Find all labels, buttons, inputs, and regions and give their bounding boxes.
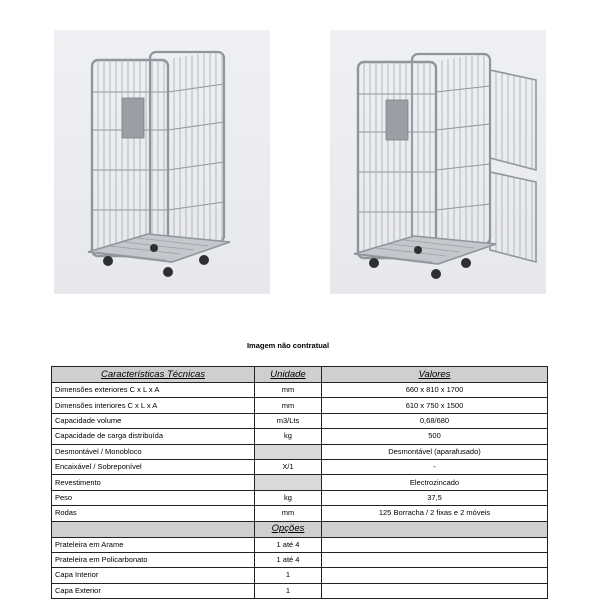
table-row (52, 475, 548, 490)
option-label: Capa Interior (52, 568, 255, 583)
header-unit: Unidade (255, 367, 322, 383)
row-unit: mm (255, 383, 322, 398)
row-value: 125 Borracha / 2 fixas e 2 móveis (322, 506, 548, 521)
row-unit: kg (255, 490, 322, 505)
row-unit: kg (255, 429, 322, 444)
option-value: 1 (255, 583, 322, 598)
row-label: Capacidade de carga distribuída (52, 429, 255, 444)
row-unit: m3/Lts (255, 413, 322, 428)
row-value: 610 x 750 x 1500 (322, 398, 548, 413)
table-row (52, 506, 548, 521)
options-header-row (52, 521, 548, 537)
row-value: Desmontável (aparafusado) (322, 444, 548, 459)
table-row (52, 583, 548, 598)
table-row (52, 568, 548, 583)
row-label: Peso (52, 490, 255, 505)
row-value: 0,68/680 (322, 413, 548, 428)
option-empty-cell (322, 583, 548, 598)
spec-table (51, 366, 548, 599)
option-label: Prateleira em Policarbonato (52, 552, 255, 567)
row-unit: mm (255, 398, 322, 413)
table-row (52, 444, 548, 459)
row-unit (255, 444, 322, 459)
row-label: Revestimento (52, 475, 255, 490)
row-unit: mm (255, 506, 322, 521)
table-row (52, 429, 548, 444)
product-image-open (330, 30, 546, 294)
table-row (52, 413, 548, 428)
table-row (52, 490, 548, 505)
option-value: 1 até 4 (255, 537, 322, 552)
option-value: 1 (255, 568, 322, 583)
row-value: - (322, 459, 548, 474)
options-header: Opções (255, 521, 322, 537)
header-values: Valores (322, 367, 548, 383)
table-row (52, 537, 548, 552)
row-label: Capacidade volume (52, 413, 255, 428)
row-unit (255, 475, 322, 490)
option-label: Prateleira em Arame (52, 537, 255, 552)
row-value: 37,5 (322, 490, 548, 505)
row-label: Dimensões exteriores C x L x A (52, 383, 255, 398)
option-label: Capa Exterior (52, 583, 255, 598)
product-image-closed (54, 30, 270, 294)
spec-table-header (52, 367, 548, 383)
row-label: Desmontável / Monobloco (52, 444, 255, 459)
table-row (52, 398, 548, 413)
option-empty-cell (322, 568, 548, 583)
row-label: Dimensões interiores C x L x A (52, 398, 255, 413)
row-unit: X/1 (255, 459, 322, 474)
options-header-spacer-right (322, 521, 548, 537)
row-value: 500 (322, 429, 548, 444)
row-label: Rodas (52, 506, 255, 521)
row-label: Encaixável / Sobreponível (52, 459, 255, 474)
image-disclaimer: Imagem não contratual (246, 341, 330, 350)
roll-cage-open-illustration (330, 30, 546, 294)
option-value: 1 até 4 (255, 552, 322, 567)
table-row (52, 552, 548, 567)
row-value: 660 x 810 x 1700 (322, 383, 548, 398)
option-empty-cell (322, 552, 548, 567)
roll-cage-closed-illustration (54, 30, 270, 294)
header-characteristics: Características Técnicas (52, 367, 255, 383)
table-row (52, 383, 548, 398)
table-row (52, 459, 548, 474)
option-empty-cell (322, 537, 548, 552)
row-value: Electrozincado (322, 475, 548, 490)
options-header-spacer-left (52, 521, 255, 537)
